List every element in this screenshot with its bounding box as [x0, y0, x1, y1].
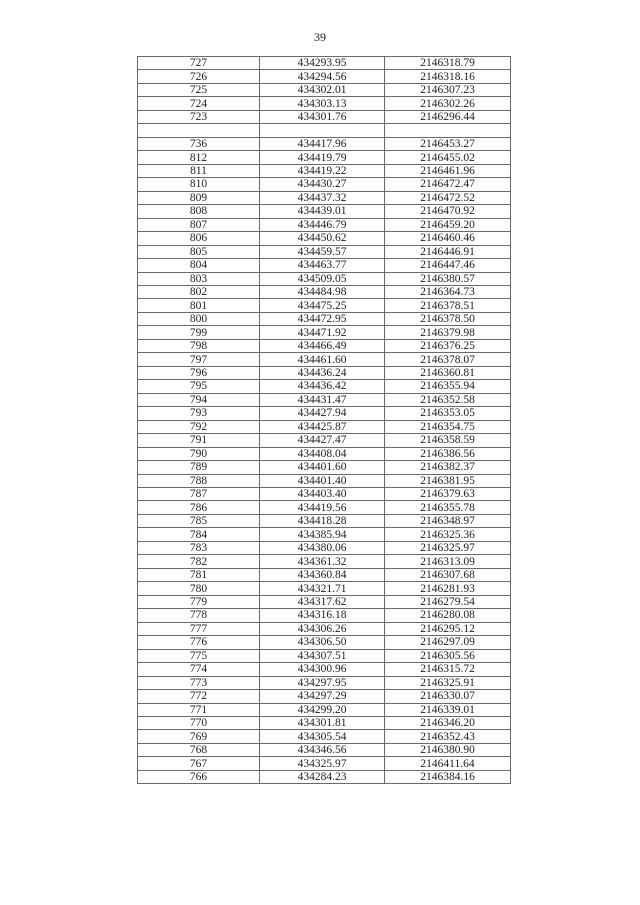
point-number-cell: 786: [138, 501, 260, 514]
x-coordinate-cell: 434300.96: [260, 663, 385, 676]
y-coordinate-cell: 2146470.92: [385, 205, 511, 218]
point-number-cell: 778: [138, 609, 260, 622]
x-coordinate-cell: 434417.96: [260, 137, 385, 150]
y-coordinate-cell: 2146360.81: [385, 366, 511, 379]
x-coordinate-cell: 434317.62: [260, 595, 385, 608]
table-row: [138, 770, 511, 783]
table-row: [138, 622, 511, 635]
x-coordinate-cell: 434299.20: [260, 703, 385, 716]
table-row: [138, 380, 511, 393]
point-number-cell: 723: [138, 110, 260, 123]
y-coordinate-cell: 2146472.47: [385, 178, 511, 191]
table-row: [138, 541, 511, 554]
table-row: [138, 474, 511, 487]
table-row: [138, 649, 511, 662]
point-number-cell: 810: [138, 178, 260, 191]
x-coordinate-cell: 434436.42: [260, 380, 385, 393]
x-coordinate-cell: 434459.57: [260, 245, 385, 258]
point-number-cell: 798: [138, 339, 260, 352]
y-coordinate-cell: 2146307.68: [385, 568, 511, 581]
x-coordinate-cell: 434302.01: [260, 83, 385, 96]
y-coordinate-cell: 2146460.46: [385, 232, 511, 245]
y-coordinate-cell: 2146453.27: [385, 137, 511, 150]
table-row: [138, 407, 511, 420]
table-row: [138, 743, 511, 756]
table-row: [138, 339, 511, 352]
table-row: [138, 488, 511, 501]
point-number-cell: 796: [138, 366, 260, 379]
table-row: [138, 716, 511, 729]
point-number-cell: 774: [138, 663, 260, 676]
point-number-cell: 776: [138, 636, 260, 649]
point-number-cell: 803: [138, 272, 260, 285]
table-row: [138, 434, 511, 447]
x-coordinate-cell: 434427.94: [260, 407, 385, 420]
x-coordinate-cell: 434401.40: [260, 474, 385, 487]
table-row: [138, 272, 511, 285]
point-number-cell: 768: [138, 743, 260, 756]
y-coordinate-cell: 2146330.07: [385, 690, 511, 703]
table-row: [138, 312, 511, 325]
y-coordinate-cell: 2146380.90: [385, 743, 511, 756]
table-row: [138, 110, 511, 123]
y-coordinate-cell: 2146447.46: [385, 259, 511, 272]
table-row: [138, 555, 511, 568]
y-coordinate-cell: 2146318.79: [385, 57, 511, 70]
y-coordinate-cell: 2146346.20: [385, 716, 511, 729]
page-number: 39: [314, 30, 326, 44]
y-coordinate-cell: 2146411.64: [385, 757, 511, 770]
y-coordinate-cell: 2146352.58: [385, 393, 511, 406]
table-row: [138, 609, 511, 622]
table-row: [138, 420, 511, 433]
point-number-cell: 780: [138, 582, 260, 595]
x-coordinate-cell: 434509.05: [260, 272, 385, 285]
y-coordinate-cell: 2146279.54: [385, 595, 511, 608]
x-coordinate-cell: 434325.97: [260, 757, 385, 770]
point-number-cell: 784: [138, 528, 260, 541]
y-coordinate-cell: 2146307.23: [385, 83, 511, 96]
x-coordinate-cell: 434436.24: [260, 366, 385, 379]
table-row: [138, 663, 511, 676]
point-number-cell: 801: [138, 299, 260, 312]
point-number-cell: 782: [138, 555, 260, 568]
point-number-cell: 781: [138, 568, 260, 581]
point-number-cell: 779: [138, 595, 260, 608]
x-coordinate-cell: 434307.51: [260, 649, 385, 662]
y-coordinate-cell: 2146313.09: [385, 555, 511, 568]
y-coordinate-cell: 2146305.56: [385, 649, 511, 662]
y-coordinate-cell: 2146379.63: [385, 488, 511, 501]
table-row: [138, 514, 511, 527]
y-coordinate-cell: 2146459.20: [385, 218, 511, 231]
x-coordinate-cell: 434419.56: [260, 501, 385, 514]
y-coordinate-cell: 2146296.44: [385, 110, 511, 123]
x-coordinate-cell: 434463.77: [260, 259, 385, 272]
y-coordinate-cell: 2146384.16: [385, 770, 511, 783]
y-coordinate-cell: 2146325.97: [385, 541, 511, 554]
table-row: [138, 218, 511, 231]
x-coordinate-cell: 434408.04: [260, 447, 385, 460]
point-number-cell: 811: [138, 164, 260, 177]
table-row: [138, 757, 511, 770]
x-coordinate-cell: 434446.79: [260, 218, 385, 231]
x-coordinate-cell: 434427.47: [260, 434, 385, 447]
x-coordinate-cell: 434284.23: [260, 770, 385, 783]
point-number-cell: 775: [138, 649, 260, 662]
table-row: [138, 676, 511, 689]
table-row: [138, 285, 511, 298]
y-coordinate-cell: 2146355.94: [385, 380, 511, 393]
y-coordinate-cell: 2146353.05: [385, 407, 511, 420]
x-coordinate-cell: 434360.84: [260, 568, 385, 581]
point-number-cell: 767: [138, 757, 260, 770]
point-number-cell: 787: [138, 488, 260, 501]
point-number-cell: 724: [138, 97, 260, 110]
x-coordinate-cell: 434437.32: [260, 191, 385, 204]
table-row: [138, 299, 511, 312]
x-coordinate-cell: 434461.60: [260, 353, 385, 366]
x-coordinate-cell: 434303.13: [260, 97, 385, 110]
point-number-cell: 802: [138, 285, 260, 298]
y-coordinate-cell: 2146446.91: [385, 245, 511, 258]
table-row: [138, 259, 511, 272]
table-row: [138, 501, 511, 514]
y-coordinate-cell: 2146380.57: [385, 272, 511, 285]
table-row: [138, 164, 511, 177]
table-row: [138, 178, 511, 191]
x-coordinate-cell: 434361.32: [260, 555, 385, 568]
table-row: [138, 124, 511, 137]
x-coordinate-cell: 434475.25: [260, 299, 385, 312]
y-coordinate-cell: 2146472.52: [385, 191, 511, 204]
point-number-cell: [138, 124, 260, 137]
x-coordinate-cell: 434385.94: [260, 528, 385, 541]
x-coordinate-cell: 434419.79: [260, 151, 385, 164]
point-number-cell: 791: [138, 434, 260, 447]
x-coordinate-cell: 434418.28: [260, 514, 385, 527]
x-coordinate-cell: 434301.76: [260, 110, 385, 123]
y-coordinate-cell: 2146325.36: [385, 528, 511, 541]
table-row: [138, 205, 511, 218]
x-coordinate-cell: 434305.54: [260, 730, 385, 743]
table-row: [138, 70, 511, 83]
point-number-cell: 771: [138, 703, 260, 716]
y-coordinate-cell: 2146381.95: [385, 474, 511, 487]
table-row: [138, 353, 511, 366]
y-coordinate-cell: 2146461.96: [385, 164, 511, 177]
point-number-cell: 793: [138, 407, 260, 420]
table-row: [138, 636, 511, 649]
x-coordinate-cell: 434430.27: [260, 178, 385, 191]
y-coordinate-cell: 2146348.97: [385, 514, 511, 527]
coordinates-table-body: [138, 57, 511, 784]
coordinates-table: [137, 56, 511, 784]
table-row: [138, 366, 511, 379]
table-row: [138, 97, 511, 110]
table-row: [138, 447, 511, 460]
x-coordinate-cell: 434316.18: [260, 609, 385, 622]
x-coordinate-cell: 434346.56: [260, 743, 385, 756]
point-number-cell: 766: [138, 770, 260, 783]
point-number-cell: 773: [138, 676, 260, 689]
y-coordinate-cell: 2146386.56: [385, 447, 511, 460]
y-coordinate-cell: 2146358.59: [385, 434, 511, 447]
y-coordinate-cell: 2146354.75: [385, 420, 511, 433]
y-coordinate-cell: 2146280.08: [385, 609, 511, 622]
point-number-cell: 806: [138, 232, 260, 245]
x-coordinate-cell: 434306.50: [260, 636, 385, 649]
point-number-cell: 727: [138, 57, 260, 70]
point-number-cell: 812: [138, 151, 260, 164]
point-number-cell: 785: [138, 514, 260, 527]
point-number-cell: 792: [138, 420, 260, 433]
y-coordinate-cell: 2146378.51: [385, 299, 511, 312]
x-coordinate-cell: 434321.71: [260, 582, 385, 595]
y-coordinate-cell: 2146315.72: [385, 663, 511, 676]
y-coordinate-cell: 2146379.98: [385, 326, 511, 339]
y-coordinate-cell: 2146295.12: [385, 622, 511, 635]
y-coordinate-cell: 2146281.93: [385, 582, 511, 595]
point-number-cell: 777: [138, 622, 260, 635]
table-row: [138, 137, 511, 150]
table-row: [138, 568, 511, 581]
y-coordinate-cell: 2146376.25: [385, 339, 511, 352]
y-coordinate-cell: 2146382.37: [385, 461, 511, 474]
x-coordinate-cell: 434484.98: [260, 285, 385, 298]
point-number-cell: 808: [138, 205, 260, 218]
table-row: [138, 57, 511, 70]
y-coordinate-cell: [385, 124, 511, 137]
point-number-cell: 772: [138, 690, 260, 703]
y-coordinate-cell: 2146339.01: [385, 703, 511, 716]
y-coordinate-cell: 2146378.50: [385, 312, 511, 325]
table-row: [138, 703, 511, 716]
x-coordinate-cell: 434450.62: [260, 232, 385, 245]
point-number-cell: 736: [138, 137, 260, 150]
x-coordinate-cell: 434403.40: [260, 488, 385, 501]
point-number-cell: 800: [138, 312, 260, 325]
point-number-cell: 799: [138, 326, 260, 339]
y-coordinate-cell: 2146352.43: [385, 730, 511, 743]
point-number-cell: 790: [138, 447, 260, 460]
point-number-cell: 809: [138, 191, 260, 204]
y-coordinate-cell: 2146297.09: [385, 636, 511, 649]
x-coordinate-cell: 434306.26: [260, 622, 385, 635]
x-coordinate-cell: 434297.29: [260, 690, 385, 703]
point-number-cell: 725: [138, 83, 260, 96]
table-row: [138, 582, 511, 595]
table-row: [138, 461, 511, 474]
y-coordinate-cell: 2146325.91: [385, 676, 511, 689]
y-coordinate-cell: 2146455.02: [385, 151, 511, 164]
table-row: [138, 730, 511, 743]
y-coordinate-cell: 2146355.78: [385, 501, 511, 514]
point-number-cell: 769: [138, 730, 260, 743]
table-row: [138, 232, 511, 245]
x-coordinate-cell: 434431.47: [260, 393, 385, 406]
x-coordinate-cell: 434466.49: [260, 339, 385, 352]
point-number-cell: 794: [138, 393, 260, 406]
point-number-cell: 770: [138, 716, 260, 729]
x-coordinate-cell: 434472.95: [260, 312, 385, 325]
x-coordinate-cell: 434297.95: [260, 676, 385, 689]
x-coordinate-cell: 434471.92: [260, 326, 385, 339]
x-coordinate-cell: 434293.95: [260, 57, 385, 70]
x-coordinate-cell: 434439.01: [260, 205, 385, 218]
point-number-cell: 797: [138, 353, 260, 366]
point-number-cell: 795: [138, 380, 260, 393]
point-number-cell: 804: [138, 259, 260, 272]
x-coordinate-cell: [260, 124, 385, 137]
table-row: [138, 326, 511, 339]
y-coordinate-cell: 2146302.26: [385, 97, 511, 110]
point-number-cell: 789: [138, 461, 260, 474]
x-coordinate-cell: 434401.60: [260, 461, 385, 474]
point-number-cell: 783: [138, 541, 260, 554]
x-coordinate-cell: 434419.22: [260, 164, 385, 177]
point-number-cell: 805: [138, 245, 260, 258]
point-number-cell: 807: [138, 218, 260, 231]
x-coordinate-cell: 434425.87: [260, 420, 385, 433]
x-coordinate-cell: 434380.06: [260, 541, 385, 554]
point-number-cell: 788: [138, 474, 260, 487]
table-row: [138, 83, 511, 96]
y-coordinate-cell: 2146364.73: [385, 285, 511, 298]
table-row: [138, 191, 511, 204]
table-row: [138, 393, 511, 406]
table-row: [138, 151, 511, 164]
table-row: [138, 245, 511, 258]
y-coordinate-cell: 2146378.07: [385, 353, 511, 366]
x-coordinate-cell: 434301.81: [260, 716, 385, 729]
table-row: [138, 690, 511, 703]
y-coordinate-cell: 2146318.16: [385, 70, 511, 83]
x-coordinate-cell: 434294.56: [260, 70, 385, 83]
table-row: [138, 528, 511, 541]
table-row: [138, 595, 511, 608]
point-number-cell: 726: [138, 70, 260, 83]
